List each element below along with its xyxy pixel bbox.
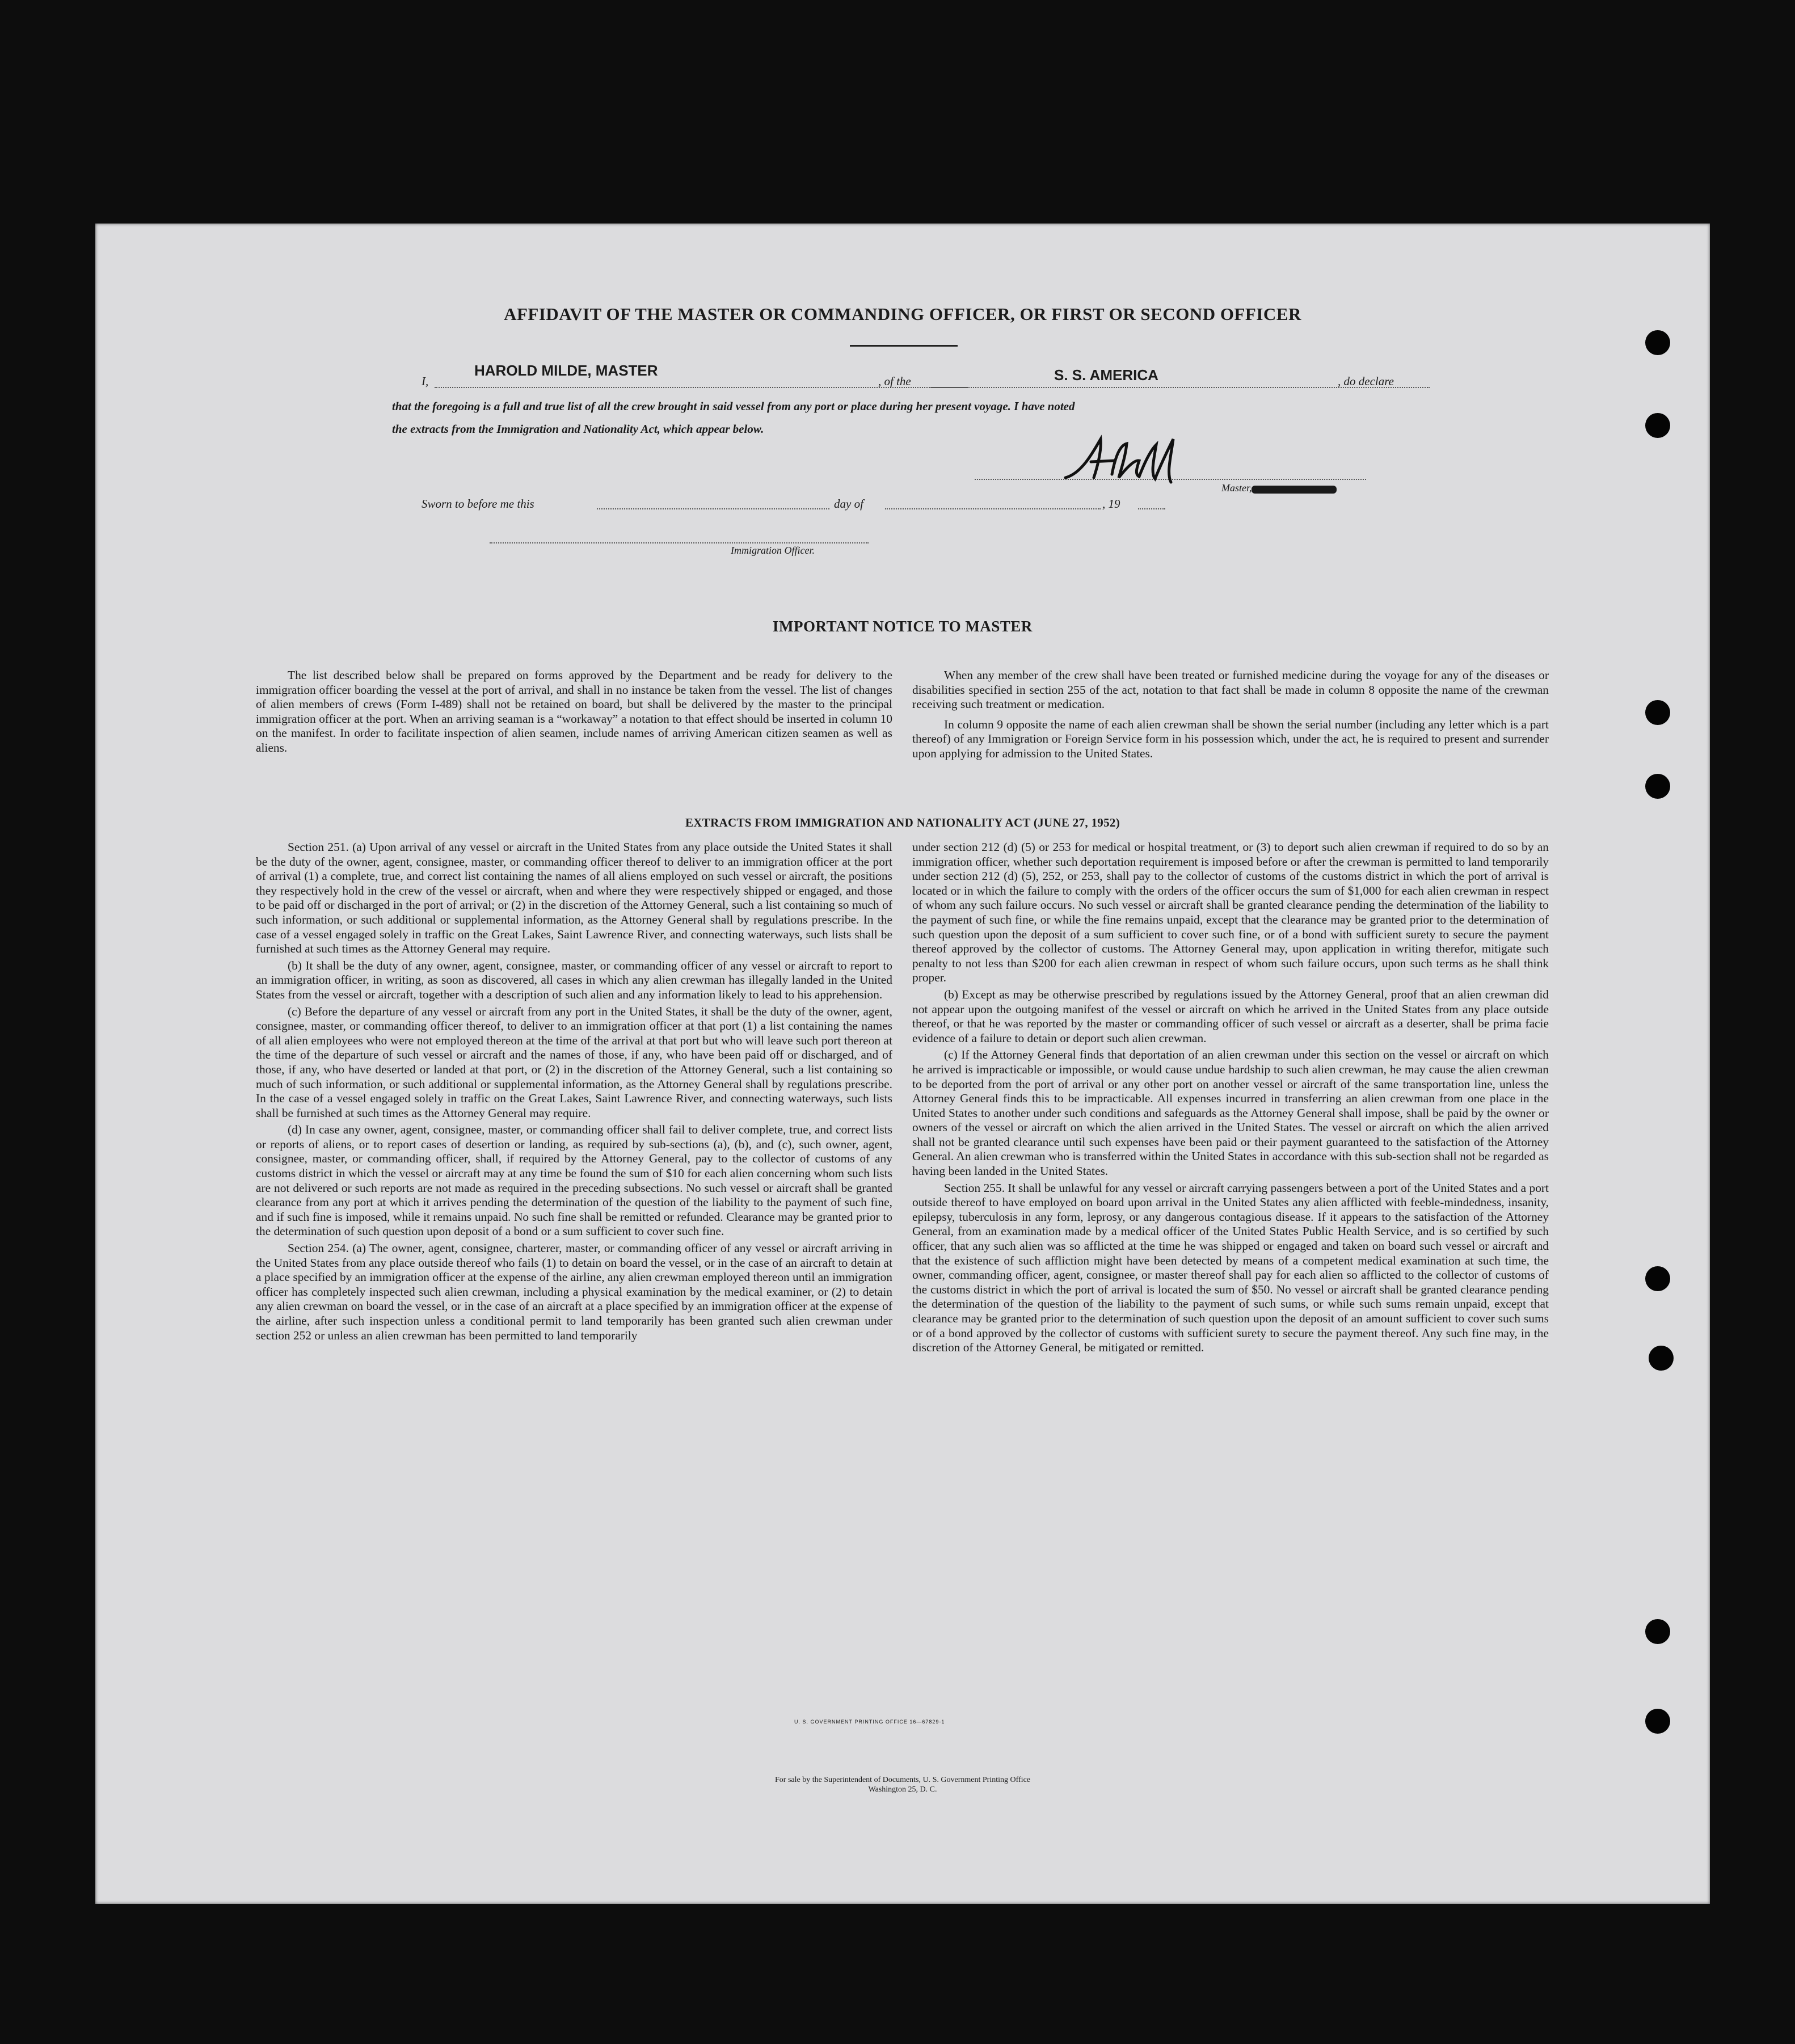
extract-paragraph: (b) It shall be the duty of any owner, agent, consignee, master, or commanding officer of any vessel or aircraft to report to an immigration officer, in writing, as soon as discovered, all cases in which any alien crewman has illegally landed in the United States from the vessel or aircraft, together with a description of such alien and any information likely to lead to his apprehension. — [256, 958, 892, 1001]
master-signature — [1060, 428, 1196, 490]
master-label: Master, — [1221, 482, 1252, 494]
master-name-field[interactable]: HAROLD MILDE, MASTER — [474, 362, 658, 379]
title-rule — [850, 345, 958, 347]
day-of-label: day of — [834, 497, 863, 511]
strike-scribble — [1252, 486, 1337, 494]
form-page — [95, 224, 1710, 1904]
binder-hole — [1645, 774, 1670, 799]
extract-paragraph: Section 254. (a) The owner, agent, consignee, charterer, master, or commanding officer of any vessel or aircraft arriving in the United States from any place outside thereof who fails (1) to detain on board the vessel, or in the case of an aircraft to detain at a place specified by an immigration officer at the expense of the airline, any alien crewman employed thereon until an immigration officer has completely inspected such alien crewman, including a physical examination by the medical examiner, or (2) to detain any alien crewman on board the vessel, or in the case of an aircraft at a place specified by an immigration officer at the expense of the airline, after such inspection unless a conditional permit to land temporarily has been granted such alien crewman under section 252 or unless an alien crewman has been permitted to land temporarily — [256, 1241, 892, 1342]
binder-hole — [1645, 1709, 1670, 1734]
notice-right-column — [912, 668, 1549, 764]
notice-paragraph: When any member of the crew shall have been treated or furnished medicine during the voyage for any of the diseases or disabilities specified in section 255 of the act, notation to that fact shall be made in column 8 opposite the name of the crewman receiving such treatment or medication. — [912, 668, 1549, 711]
sworn-day-line — [597, 508, 829, 509]
extracts-right-column — [912, 840, 1549, 1358]
binder-hole — [1645, 700, 1670, 725]
vessel-name-field[interactable]: S. S. AMERICA — [1054, 366, 1158, 383]
notice-paragraph: In column 9 opposite the name of each alien crewman shall be shown the serial number (including any letter which is a part thereof) of any Immigration or Foreign Service form in his possession which, under the act, he is required to present and surrender upon applying for admission to the United States. — [912, 717, 1549, 760]
sworn-month-line — [885, 508, 1101, 509]
gpo-imprint: U. S. GOVERNMENT PRINTING OFFICE 16—67829-1 — [794, 1719, 945, 1725]
notice-left-column — [256, 668, 892, 758]
extract-paragraph: Section 255. It shall be unlawful for any vessel or aircraft carrying passengers between a port of the United States and a port outside thereof to have employed on board upon arrival in the United States any alien afflicted with feeble-mindedness, insanity, epilepsy, tuberculosis in any form, leprosy, or any dangerous contagious disease. If it appears to the satisfaction of the Attorney General, from an examination made by a medical officer of the United States Public Health Service, and is so certified by such officer, that any such alien was so afflicted at the time he was shipped or engaged and taken on board such vessel or aircraft and that the existence of such affliction might have been detected by means of a competent medical examination at such time, the owner, commanding officer, agent, consignee, or master thereof shall pay for each alien so afflicted to the collector of customs of the customs district in which the port of arrival is located the sum of $50. No vessel or aircraft shall be granted clearance pending the determination of the question of the liability to the payment of such sums, or while such sums remain unpaid, except that clearance may be granted prior to the determination of such question upon the deposit of an amount sufficient to cover such sums or of a bond approved by the collector of customs with sufficient surety to secure the payment thereof. Any such fine may, in the discretion of the Attorney General, be mitigated or remitted. — [912, 1181, 1549, 1355]
affidavit-body-line1: that the foregoing is a full and true list of all the crew brought in said vessel from any port or place during her present voyage. I have noted — [392, 399, 1075, 413]
extract-paragraph: Section 251. (a) Upon arrival of any vessel or aircraft in the United States from any place outside the United States it shall be the duty of the owner, agent, consignee, master, or commanding officer thereof to deliver to an immigration officer at the port of arrival (1) a complete, true, and correct list containing the names of all aliens employed on such vessel or aircraft, the positions they respectively hold in the crew of the vessel or aircraft, when and where they were respectively shipped or engaged, and those to be paid off or discharged in the port of arrival; or (2) in the discretion of the Attorney General, such a list containing so much of such information, or such additional or supplemental information, as the Attorney General shall by regulations prescribe. In the case of a vessel engaged solely in traffic on the Great Lakes, Saint Lawrence River, and connecting waterways, such lists shall be furnished at such times as the Attorney General may require. — [256, 840, 892, 956]
struck-officer-label — [1254, 482, 1328, 494]
of-the-label: , of the — [878, 374, 911, 388]
i-label: I, — [422, 374, 429, 388]
affidavit-title: AFFIDAVIT OF THE MASTER OR COMMANDING OFFICER, OR FIRST OR SECOND OFFICER — [504, 304, 1301, 324]
binder-hole — [1645, 330, 1670, 355]
sale-notice-line2: Washington 25, D. C. — [868, 1785, 937, 1794]
extract-paragraph: under section 212 (d) (5) or 253 for medical or hospital treatment, or (3) to deport such alien crewman if required to do so by an immigration officer, whether such deportation requirement is imposed before or after the crewman is permitted to land temporarily under section 212 (d) (5), 252, or 253, shall pay to the collector of customs of the customs district in which the port of arrival is located or in which the failure to comply with the orders of the officer occurs the sum of $1,000 for each alien crewman in respect of whom any such failure occurs. No such vessel or aircraft shall be granted clearance pending the determination of the liability to the payment of such fine, or while the fine remains unpaid, except that the clearance may be granted prior to the determination of such question upon the deposit of a sum sufficient to cover such fine, or of a bond with sufficient surety to secure the payment thereof approved by the collector of customs. The Attorney General may, upon application in writing therefor, mitigate such penalty to not less than $200 for each alien crewman in respect of whom such failure occurs, upon such terms as he shall think proper. — [912, 840, 1549, 985]
extracts-left-column — [256, 840, 892, 1345]
year-line — [1138, 508, 1165, 509]
extracts-title: EXTRACTS FROM IMMIGRATION AND NATIONALITY ACT (JUNE 27, 1952) — [685, 816, 1120, 829]
extract-paragraph: (c) Before the departure of any vessel or aircraft from any port in the United States, it shall be the duty of the owner, agent, consignee, master, or commanding officer thereof, to deliver to an immigration officer at that port (1) a list containing the names of all alien employees who were not employed thereon at the time of the arrival at that port but who will leave such port thereon at the time of the departure of such vessel or aircraft and the names of those, if any, who have been paid off or discharged, and of those, if any, who have deserted or landed at that port, or (2) in the discretion of the Attorney General, such a list containing so much of such information, or such additional or supplemental information, as the Attorney General shall by regulations prescribe. In the case of a vessel engaged solely in traffic on the Great Lakes, Saint Lawrence River, and connecting waterways, such lists shall be furnished at such times as the Attorney General may require. — [256, 1004, 892, 1120]
binder-hole — [1645, 1619, 1670, 1644]
binder-hole — [1645, 413, 1670, 438]
year-label: , 19 — [1102, 497, 1120, 511]
extract-paragraph: (d) In case any owner, agent, consignee, master, or commanding officer shall fail to deliver complete, true, and correct lists or reports of aliens, or to report cases of desertion or landing, as required by sub-sections (a), (b), and (c), such owner, agent, consignee, master, or commanding officer, shall, if required by the Attorney General, pay to the collector of customs of any customs district in which the vessel or aircraft may at any time be found the sum of $10 for each alien concerning whom such lists are not delivered or such reports are not made as required in the preceding subsections. No such vessel or aircraft shall be granted clearance from any port at which it arrives pending the determination of the question of the liability to the payment of such fine, and if such fine is imposed, while it remains unpaid. No such fine shall be remitted or refunded. Clearance may be granted prior to the determination of such question upon deposit of a bond or a sum sufficient to cover such fine. — [256, 1123, 892, 1238]
sale-notice-line1: For sale by the Superintendent of Documents, U. S. Government Printing Office — [775, 1776, 1030, 1784]
officer-signature-line — [490, 542, 869, 543]
notice-paragraph: The list described below shall be prepared on forms approved by the Department and be ready for delivery to the immigration officer boarding the vessel at the port of arrival, and shall in no instance be taken from the vessel. The list of changes of alien members of crews (Form I-489) shall not be retained on board, but shall be delivered by the master to the principal immigration officer at the port. When an arriving seaman is a “workaway” a notation to that effect should be inserted in column 10 on the manifest. In order to facilitate inspection of alien seamen, include names of arriving American citizen seamen as well as aliens. — [256, 668, 892, 755]
sale-notice — [95, 1775, 1710, 1794]
extract-paragraph: (c) If the Attorney General finds that deportation of an alien crewman under this section on the vessel or aircraft on which he arrived is impracticable or impossible, or would cause undue hardship to such alien crewman, he may cause the alien crewman to be deported from the port of arrival or any other port on another vessel or aircraft of the same transportation line, unless the Attorney General finds this to be impracticable. All expenses incurred in transferring an alien crewman from one place in the United States to another under such conditions and safeguards as the Attorney General shall impose, shall be paid by the owner or owners of the vessel or aircraft on which the alien arrived in the United States. The vessel or aircraft on which the alien arrived shall not be granted clearance until such expenses have been paid or their payment guaranteed to the satisfaction of the Attorney General. An alien crewman who is transferred within the United States in accordance with this sub-section shall not be regarded as having been landed in the United States. — [912, 1048, 1549, 1178]
affidavit-body-line2: the extracts from the Immigration and Nationality Act, which appear below. — [392, 422, 764, 436]
extract-paragraph: (b) Except as may be otherwise prescribed by regulations issued by the Attorney General, proof that an alien crewman did not appear upon the outgoing manifest of the vessel or aircraft on which he arrived in the United States from any place outside thereof, or that he was reported by the master or commanding officer of such vessel or aircraft as a deserter, shall be prima facie evidence of a failure to detain or deport such alien crewman. — [912, 987, 1549, 1045]
binder-hole — [1645, 1266, 1670, 1291]
binder-hole — [1649, 1346, 1674, 1371]
notice-title: IMPORTANT NOTICE TO MASTER — [773, 618, 1033, 635]
immigration-officer-label: Immigration Officer. — [731, 545, 815, 556]
do-declare-label: , do declare — [1338, 374, 1394, 388]
sworn-label: Sworn to before me this — [422, 497, 534, 511]
